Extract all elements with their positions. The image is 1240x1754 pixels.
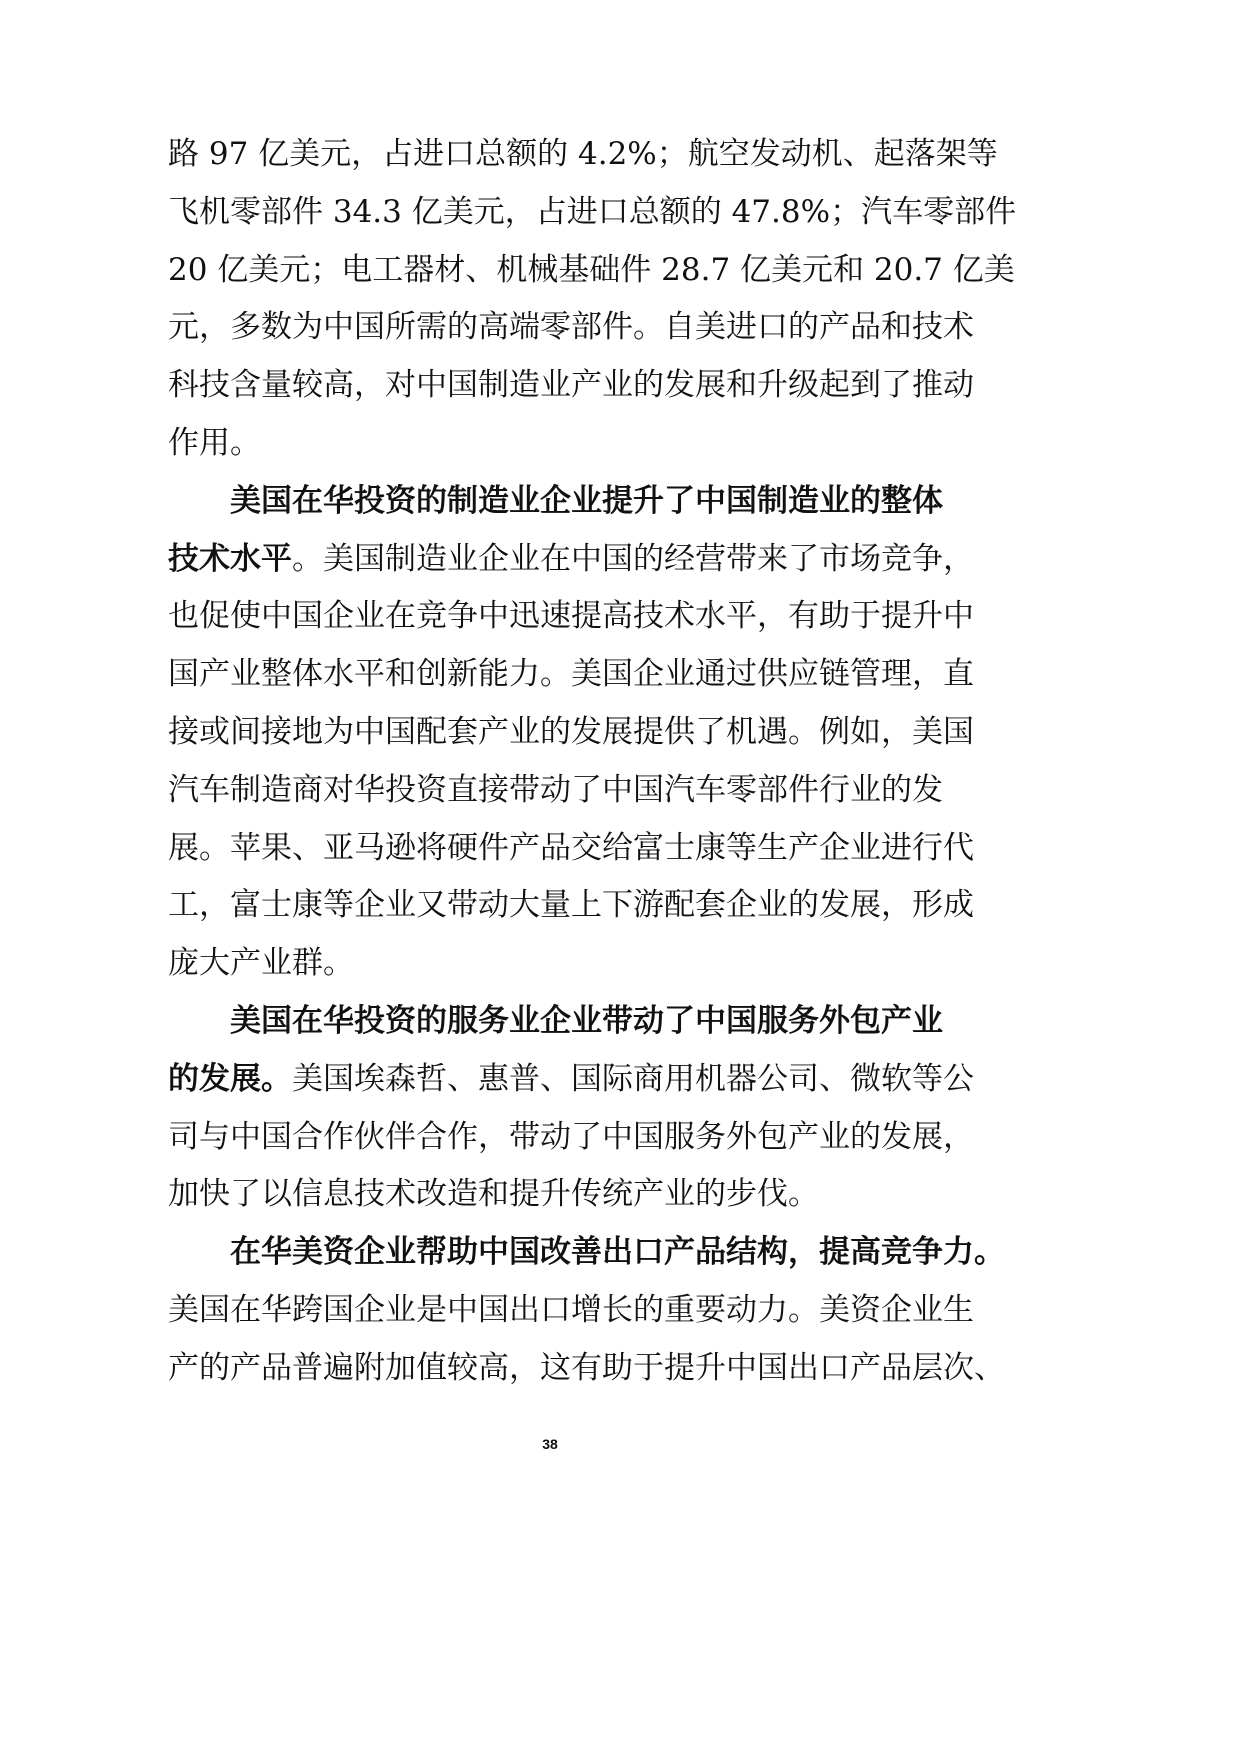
text-line: [168, 242, 1015, 300]
text-line: [168, 1109, 974, 1167]
body-text-span: 接或间接地为中国配套产业的发展提供了机遇。例如，美国: [168, 713, 974, 750]
body-text-span: 美国在华跨国企业是中国出口增长的重要动力。美资企业生: [168, 1291, 974, 1328]
text-line: [168, 357, 974, 415]
body-text-span: 路 97 亿美元，占进口总额的 4.2%；航空发动机、起落架等: [168, 136, 998, 172]
text-line: [168, 1166, 940, 1224]
body-text-span: 展。苹果、亚马逊将硬件产品交给富士康等生产企业进行代: [168, 829, 974, 866]
body-text-span: 产的产品普遍附加值较高，这有助于提升中国出口产品层次、: [168, 1349, 1005, 1386]
text-line: [168, 126, 998, 184]
body-text-span: 作用。: [168, 424, 261, 461]
text-line: [168, 646, 974, 704]
text-line: [168, 473, 943, 531]
text-line: [168, 1340, 1005, 1398]
body-text: [168, 126, 1017, 1398]
body-text-span: 20 亿美元；电工器材、机械基础件 28.7 亿美元和 20.7 亿美: [168, 251, 1015, 288]
text-line: [168, 993, 943, 1051]
bold-heading-text: 美国在华投资的服务业企业带动了中国服务外包产业: [230, 1002, 943, 1039]
text-line: [168, 588, 974, 646]
body-text-span: 司与中国合作伙伴合作，带动了中国服务外包产业的发展，: [168, 1118, 974, 1155]
text-line: [168, 935, 940, 993]
body-text-span: 飞机零部件 34.3 亿美元，占进口总额的 47.8%；汽车零部件: [168, 193, 1017, 230]
text-line: [168, 820, 974, 878]
text-line: [168, 762, 943, 820]
body-text-span: 汽车制造商对华投资直接带动了中国汽车零部件行业的发: [168, 771, 943, 808]
body-text-span: 庞大产业群。: [168, 945, 354, 982]
bold-heading-text: 的发展。: [168, 1060, 292, 1097]
text-line: [168, 531, 974, 589]
bold-heading-text: 美国在华投资的制造业企业提升了中国制造业的整体: [230, 482, 943, 519]
text-line: [168, 415, 940, 473]
body-text-span: 工，富士康等企业又带动大量上下游配套企业的发展，形成: [168, 887, 974, 924]
body-text-span: 美国埃森哲、惠普、国际商用机器公司、微软等公: [292, 1060, 974, 1097]
body-text-span: 元，多数为中国所需的高端零部件。自美进口的产品和技术: [168, 309, 974, 346]
text-line: [168, 704, 974, 762]
bold-heading-text: 技术水平: [168, 540, 292, 577]
text-line: [168, 877, 974, 935]
paragraph: [168, 1224, 1005, 1397]
page-number: 38: [542, 1436, 558, 1452]
text-line: [168, 1224, 1005, 1282]
body-text-span: 国产业整体水平和创新能力。美国企业通过供应链管理，直: [168, 656, 974, 693]
paragraph: [168, 126, 1017, 473]
text-line: [168, 1051, 974, 1109]
body-text-span: 加快了以信息技术改造和提升传统产业的步伐。: [168, 1176, 819, 1213]
text-line: [168, 184, 1017, 242]
paragraph: [168, 993, 974, 1224]
body-text-span: 科技含量较高，对中国制造业产业的发展和升级起到了推动: [168, 367, 974, 404]
bold-heading-text: 在华美资企业帮助中国改善出口产品结构，提高竞争力。: [230, 1234, 1005, 1271]
body-text-span: 。美国制造业企业在中国的经营带来了市场竞争，: [292, 540, 974, 577]
text-line: [168, 1282, 974, 1340]
body-text-span: 也促使中国企业在竞争中迅速提高技术水平，有助于提升中: [168, 598, 974, 635]
paragraph: [168, 473, 974, 993]
text-line: [168, 299, 974, 357]
